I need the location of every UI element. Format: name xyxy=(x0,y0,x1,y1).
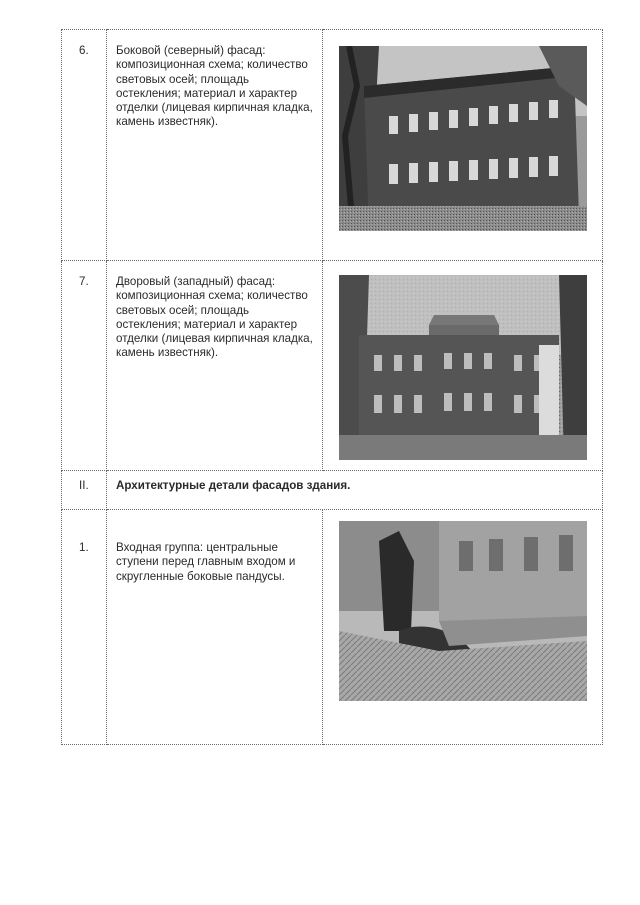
west-facade-photo xyxy=(339,275,587,460)
table-row xyxy=(62,30,603,261)
table-row xyxy=(62,261,603,471)
row-number: 1. xyxy=(62,510,107,745)
table-row xyxy=(62,510,603,745)
section-title: Архитектурные детали фасадов здания. xyxy=(107,471,603,510)
row-number: 6. xyxy=(62,30,107,261)
photo-cell xyxy=(323,510,603,745)
row-description: Входная группа: центральные ступени перед главным входом и скругленные боковые пандусы. xyxy=(107,510,323,745)
entrance-photo xyxy=(339,521,587,701)
photo-cell xyxy=(323,261,603,471)
row-description: Дворовый (западный) фасад: композиционная схема; количество световых осей; площадь остекления; материал и характер отделки (лицевая кирпичная кладка, камень известняк). xyxy=(107,261,323,471)
photo-cell xyxy=(323,30,603,261)
row-description: Боковой (северный) фасад: композиционная схема; количество световых осей; площадь остекления; материал и характер отделки (лицевая кирпичная кладка, камень известняк). xyxy=(107,30,323,261)
row-number: 7. xyxy=(62,261,107,471)
section-row xyxy=(62,471,603,510)
facade-table xyxy=(61,29,603,745)
north-facade-photo xyxy=(339,46,587,231)
section-number: II. xyxy=(62,471,107,510)
